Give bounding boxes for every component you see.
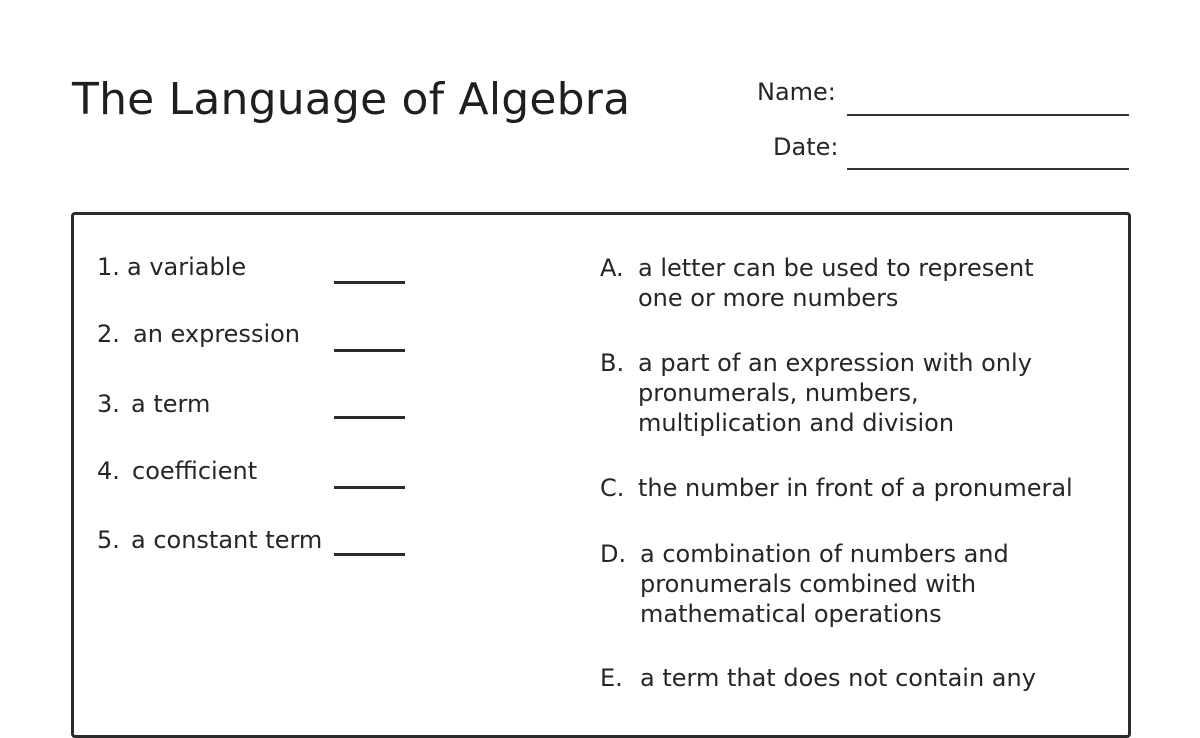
term-item — [97, 320, 300, 348]
definition-item — [600, 473, 1073, 503]
definition-letter: C. — [600, 474, 625, 502]
term-number: 5. — [97, 526, 120, 554]
definition-text: the number in front of a pronumeral — [638, 474, 1073, 502]
definition-text: a letter can be used to represent one or more numbers — [638, 254, 1034, 312]
definition-item — [600, 253, 1034, 313]
term-text: an expression — [133, 320, 301, 348]
term-number: 3. — [97, 390, 120, 418]
name-field-line[interactable] — [847, 114, 1129, 116]
date-label: Date: — [773, 133, 839, 161]
definition-letter: B. — [600, 349, 625, 377]
definition-text: a part of an expression with only pronumerals, numbers, multiplication and division — [638, 349, 1032, 437]
term-item — [97, 253, 246, 281]
definition-item — [600, 539, 1009, 629]
term-text: a term — [131, 390, 211, 418]
name-label: Name: — [757, 78, 836, 106]
worksheet-title: The Language of Algebra — [72, 74, 631, 125]
definition-item — [600, 663, 1036, 693]
term-item — [97, 457, 257, 485]
answer-blank[interactable] — [334, 553, 405, 556]
answer-blank[interactable] — [334, 349, 405, 352]
term-text: coefficient — [132, 457, 258, 485]
date-field-line[interactable] — [847, 168, 1129, 170]
term-item — [97, 526, 322, 554]
term-number: 2. — [97, 320, 120, 348]
definition-text: a term that does not contain any — [640, 664, 1036, 692]
answer-blank[interactable] — [334, 486, 405, 489]
definition-item — [600, 348, 1032, 438]
term-text: a variable — [127, 253, 247, 281]
answer-blank[interactable] — [334, 416, 405, 419]
term-item — [97, 390, 210, 418]
definition-text: a combination of numbers and pronumerals combined with mathematical operations — [640, 540, 1009, 628]
answer-blank[interactable] — [334, 281, 405, 284]
definition-letter: D. — [600, 540, 627, 568]
definition-letter: A. — [600, 254, 624, 282]
term-number: 4. — [97, 457, 120, 485]
definition-letter: E. — [600, 664, 623, 692]
term-number: 1. — [97, 253, 120, 281]
term-text: a constant term — [131, 526, 323, 554]
